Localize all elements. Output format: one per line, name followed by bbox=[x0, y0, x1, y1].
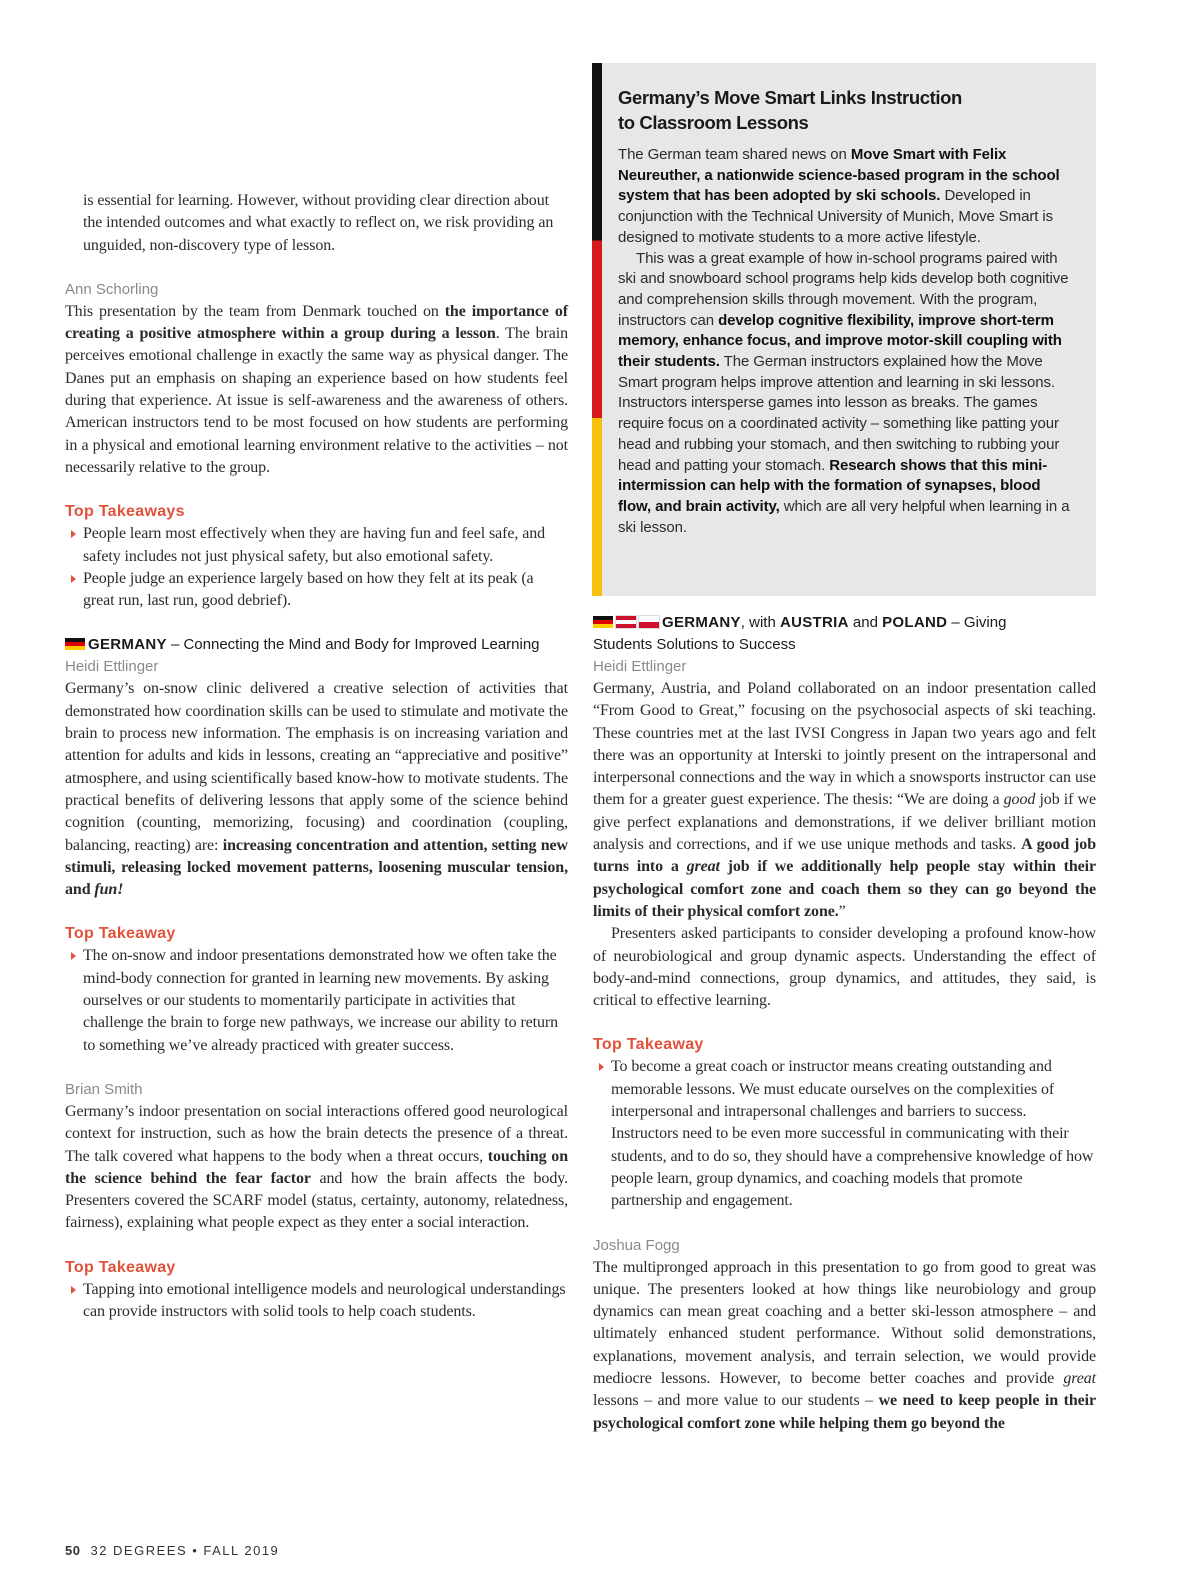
page-number: 50 bbox=[65, 1543, 81, 1558]
bullet-arrow-icon bbox=[71, 575, 76, 583]
takeaway-item: People judge an experience largely based on how they felt at its peak (a great run, last run, good debrief). bbox=[65, 568, 568, 613]
sidebar-paragraph-2: This was a great example of how in-school programs paired with ski and snowboard school programs help kids develop both cognitive and comprehension skills through movement. With the program, instructors can develop cognitive flexibility, improve short-term memory, enhance focus, and improve motor-skill coupling with their students. The German instructors explained how the Move Smart program helps improve attention and learning in ski lessons. Instructors intersperse games into lesson as breaks. The games require focus on a coordinated activity – something like patting your head and rubbing your stomach, and then switching to rubbing your head and patting your stomach. Research shows that this mini-intermission can help with the formation of synapses, blood flow, and brain activity, which are all very helpful when learning in a ski lesson. bbox=[618, 249, 1070, 536]
takeaway-item: To become a great coach or instructor means creating outstanding and memorable lessons. We must educate ourselves on the complexities of interpersonal and intrapersonal challenges and barriers to success. Instructors need to be even more successful in communicating with their students, and to do so, they should have a comprehensive knowledge of how people learn, group dynamics, and coaching models that promote partnership and engagement. bbox=[593, 1056, 1096, 1212]
author-ann-schorling: Ann Schorling bbox=[65, 280, 159, 298]
author-heidi-ettlinger: Heidi Ettlinger bbox=[65, 658, 159, 676]
austria-flag-icon bbox=[616, 616, 636, 628]
author-brian-smith: Brian Smith bbox=[65, 1080, 143, 1098]
germany-paragraph: Germany’s on-snow clinic delivered a creative selection of activities that demonstrated how coordination skills can be used to stimulate and motivate the brain to process new information. The emphasis is on increasing variation and attention for adults and kids in lessons, creating an “appreciative and positive” atmosphere, and using scientifically based know-how to motivate students. The practical benefits of delivering lessons that apply some of the science behind cognition (counting, memorizing, focusing) and coordination (coupling, balancing, reacting) are: increasing concentration and attention, setting new stimuli, releasing locked movement patterns, loosening muscular tension, and fun! bbox=[65, 680, 568, 899]
germany-section-heading: GERMANY – Connecting the Mind and Body for Improved Learning bbox=[65, 634, 568, 656]
germany-flag-icon bbox=[65, 638, 85, 650]
bullet-arrow-icon bbox=[71, 952, 76, 960]
sidebar-title: Germany’s Move Smart Links Instruction to Classroom Lessons bbox=[618, 87, 962, 133]
top-takeaway-heading: Top Takeaway bbox=[65, 1258, 176, 1276]
germany-austria-poland-heading: GERMANY, with AUSTRIA and POLAND – Giving bbox=[593, 612, 1096, 634]
german-flag-stripe bbox=[592, 63, 602, 596]
joshua-paragraph: The multipronged approach in this presentation to go from good to great was unique. The presenters looked at how things like neurobiology and group dynamics can mean great coaching and a better ski-lesson atmosphere – and ultimately enhanced student performance. Without solid demonstrations, explanations, movement analysis, and terrain selection, we would provide mediocre lessons. However, to become better coaches and provide great lessons – and more value to our students – we need to keep people in their psychological comfort zone while helping them go beyond the bbox=[593, 1258, 1096, 1432]
top-takeaway-heading: Top Takeaway bbox=[65, 925, 176, 943]
takeaway-item: Tapping into emotional intelligence models and neurological understandings can provide instructors with solid tools to help coach students. bbox=[65, 1279, 568, 1324]
bullet-arrow-icon bbox=[71, 1286, 76, 1294]
takeaway-item: People learn most effectively when they are having fun and feel safe, and safety includes not just physical safety, but also emotional safety. bbox=[65, 523, 568, 568]
good-to-great-paragraph: Germany, Austria, and Poland collaborated on an indoor presentation called “From Good to Great,” focusing on the psychosocial aspects of ski teaching. These countries met at the last IVSI Congress in Japan two years ago and felt there was an opportunity at Interski to jointly present on the intrapersonal and interpersonal connections and the way in which a snowsports instructor can use them for a greater guest experience. The thesis: “We are doing a good job if we give perfect explanations and demonstrations, if we deliver brilliant motion analysis and corrections, and if we use unique methods and tasks. A good job turns into a great job if we additionally help people stay within their psychological comfort zone and coach them so they can go beyond the limits of their physical comfort zone.” bbox=[593, 680, 1096, 920]
page-footer bbox=[65, 1543, 279, 1558]
presenters-paragraph: Presenters asked participants to consider developing a profound know-how of neurobiological and group dynamic aspects. Understanding the effect of body-and-mind connections, group dynamics, and attitudes, they said, is critical to effective learning. bbox=[593, 925, 1096, 1010]
ann-paragraph: This presentation by the team from Denmark touched on the importance of creating a positive atmosphere within a group during a lesson. The brain perceives emotional challenge in exactly the same way as physical danger. The Danes put an emphasis on shaping an experience based on how students feel during that experience. At issue is self-awareness and the awareness of others. American instructors tend to be most focused on how students are performing in a physical and emotional learning environment relative to the activities – not necessarily relative to the group. bbox=[65, 302, 568, 476]
brian-paragraph: Germany’s indoor presentation on social interactions offered good neurological context for instruction, such as how the brain detects the presence of a threat. The talk covered what happens to the body when a threat occurs, touching on the science behind the fear factor and how the brain affects the body. Presenters covered the SCARF model (status, certainty, autonomy, relatedness, fairness), explaining what people expect as they enter a social interaction. bbox=[65, 1102, 569, 1232]
sidebar-paragraph-1: The German team shared news on Move Smart with Felix Neureuther, a nationwide science-based program in the school system that has been adopted by ski schools. Developed in conjunction with the Technical University of Munich, Move Smart is designed to motivate students to a more active lifestyle. bbox=[618, 146, 1060, 246]
germany-flag-icon bbox=[593, 616, 613, 628]
top-takeaway-heading: Top Takeaway bbox=[593, 1036, 704, 1054]
right-column bbox=[593, 612, 1096, 1435]
takeaway-item: The on-snow and indoor presentations demonstrated how we often take the mind-body connection for granted in learning new movements. By asking ourselves or our students to momentarily participate in activities that challenge the brain to forge new pathways, we increase our ability to return to something we’ve already practiced with greater success. bbox=[65, 945, 568, 1056]
top-takeaways-heading: Top Takeaways bbox=[65, 503, 185, 521]
move-smart-sidebar bbox=[592, 63, 1096, 596]
intro-paragraph: is essential for learning. However, without providing clear direction about the intended outcomes and what exactly to reflect on, we risk providing an unguided, non-discovery type of lesson. bbox=[83, 192, 554, 254]
bullet-arrow-icon bbox=[599, 1063, 604, 1071]
poland-flag-icon bbox=[639, 616, 659, 628]
author-heidi-ettlinger: Heidi Ettlinger bbox=[593, 658, 687, 675]
left-column bbox=[65, 190, 568, 1323]
publication-name: 32 DEGREES • FALL 2019 bbox=[90, 1543, 280, 1558]
bullet-arrow-icon bbox=[71, 530, 76, 538]
author-joshua-fogg: Joshua Fogg bbox=[593, 1236, 680, 1254]
section-subtitle: Students Solutions to Success bbox=[593, 636, 796, 653]
